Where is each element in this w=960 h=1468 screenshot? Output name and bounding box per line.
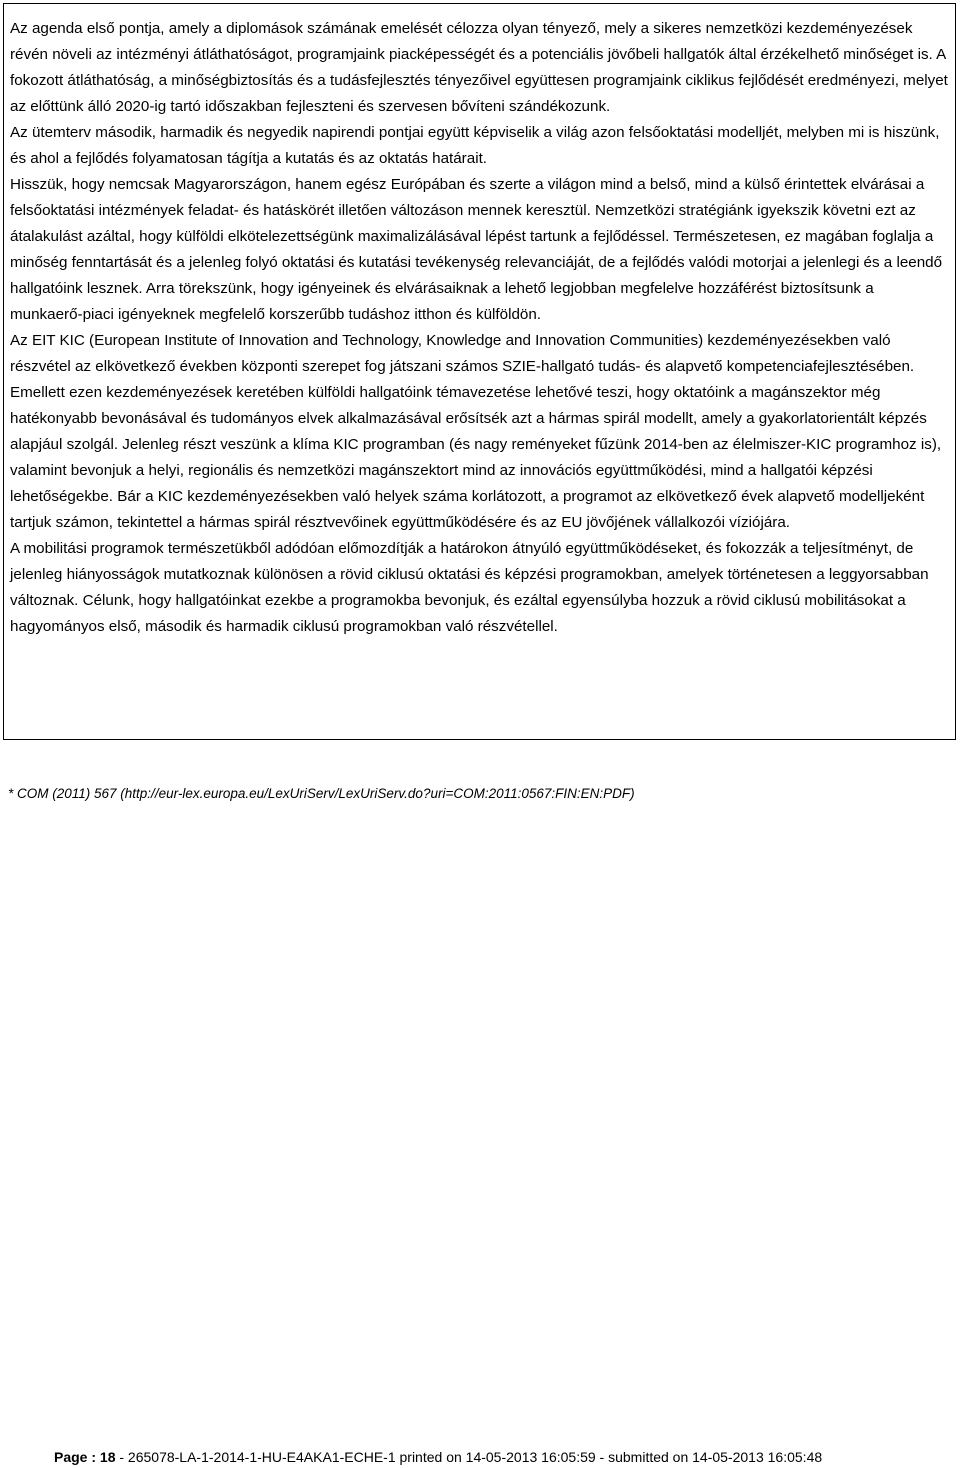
paragraph-roadmap-points: Az ütemterv második, harmadik és negyedik napirendi pontjai együtt képviselik a világ azon felsőoktatási modelljét, melyben mi is hiszünk, és ahol a fejlődés folyamatosan tágítja a kutatás és az oktatás határait. — [10, 124, 940, 167]
footnote: * COM (2011) 567 (http://eur-lex.europa.eu/LexUriServ/LexUriServ.do?uri=COM:2011:0567:FIN:EN:PDF) — [8, 786, 635, 801]
paragraph-international-strategy: Hisszük, hogy nemcsak Magyarországon, hanem egész Európában és szerte a világon mind a belső, mind a külső érintettek elvárásai a felsőoktatási intézmények feladat- és hatáskörét illetően változáson mennek keresztül. Nemzetközi stratégiánk igyekszik követni ezt az átalakulást azáltal, hogy külföldi elkötelezettségünk maximalizálásával lépést tartunk a fejlődéssel. Természetesen, ez magában foglalja a minőség fenntartását és a jelenleg folyó oktatási és kutatási tevékenység relevanciáját, de a fejlődés valódi motorjai a jelenlegi és a leendő hallgatóink lesznek. Arra törekszünk, hogy igényeinek és elvárásaiknak a lehető legjobban megfelelve hozzáférést biztosítsunk a munkaerő-piaci igényeknek megfelelő korszerűbb tudáshoz itthon és külföldön. — [10, 176, 943, 323]
paragraph-eit-kic: Az EIT KIC (European Institute of Innovation and Technology, Knowledge and Innovation Communities) kezdeményezésekben való részvétel az elkövetkező években központi szerepet fog játszani számos SZIE-hallgató tudás- és alapvető kompetenciafejlesztésében. Emellett ezen kezdeményezések keretében külföldi hallgatóink témavezetése lehetővé teszi, hogy oktatóink a magánszektor még hatékonyabb bevonásával és tudományos elvek alkalmazásával erősítsék azt a hármas spirál modellt, amely a gyakorlatorientált képzés alapjául szolgál. Jelenleg részt veszünk a klíma KIC programban (és nagy reményeket fűzünk 2014-ben az élelmiszer-KIC programhoz is), valamint bevonjuk a helyi, regionális és nemzetközi magánszektort mind az innovációs együttműködési, mind a hallgatói képzési lehetőségekbe. Bár a KIC kezdeményezésekben való helyek száma korlátozott, a programot az elkövetkező évek alapvető modelljeként tartjuk számon, tekintettel a hármas spirál résztvevőinek együttműködésére és az EU jövőjének vállalkozói víziójára. — [10, 332, 942, 531]
footer-document-info: - 265078-LA-1-2014-1-HU-E4AKA1-ECHE-1 printed on 14-05-2013 16:05:59 - submitted on 14-05-2013 16:05:48 — [115, 1449, 823, 1465]
main-text-box — [3, 3, 956, 740]
page-number: Page : 18 — [54, 1449, 116, 1465]
paragraph-agenda-first-point: Az agenda első pontja, amely a diplomások számának emelését célozza olyan tényező, mely a sikeres nemzetközi kezdeményezések révén növeli az intézményi átláthatóságot, programjaink piacképességét és a potenciális jövőbeli hallgatók által érzékelhető minőséget is. A fokozott átláthatóság, a minőségbiztosítás és a tudásfejlesztés tényezőivel együttesen programjaink ciklikus fejlődését eredményezi, melyet az előttünk álló 2020-ig tartó időszakban fejleszteni és szervesen bővíteni szándékozunk. — [10, 20, 948, 115]
paragraph-mobility-programs: A mobilitási programok természetükből adódóan előmozdítják a határokon átnyúló együttműködéseket, és fokozzák a teljesítményt, de jelenleg hiányosságok mutatkoznak különösen a rövid ciklusú oktatási és képzési programokban, amelyek történetesen a leggyorsabban változnak. Célunk, hogy hallgatóinkat ezekbe a programokba bevonjuk, és ezáltal egyensúlyba hozzuk a rövid ciklusú mobilitásokat a hagyományos első, második és harmadik ciklusú programokban való részvétellel. — [10, 540, 929, 635]
page-footer — [54, 1447, 822, 1467]
